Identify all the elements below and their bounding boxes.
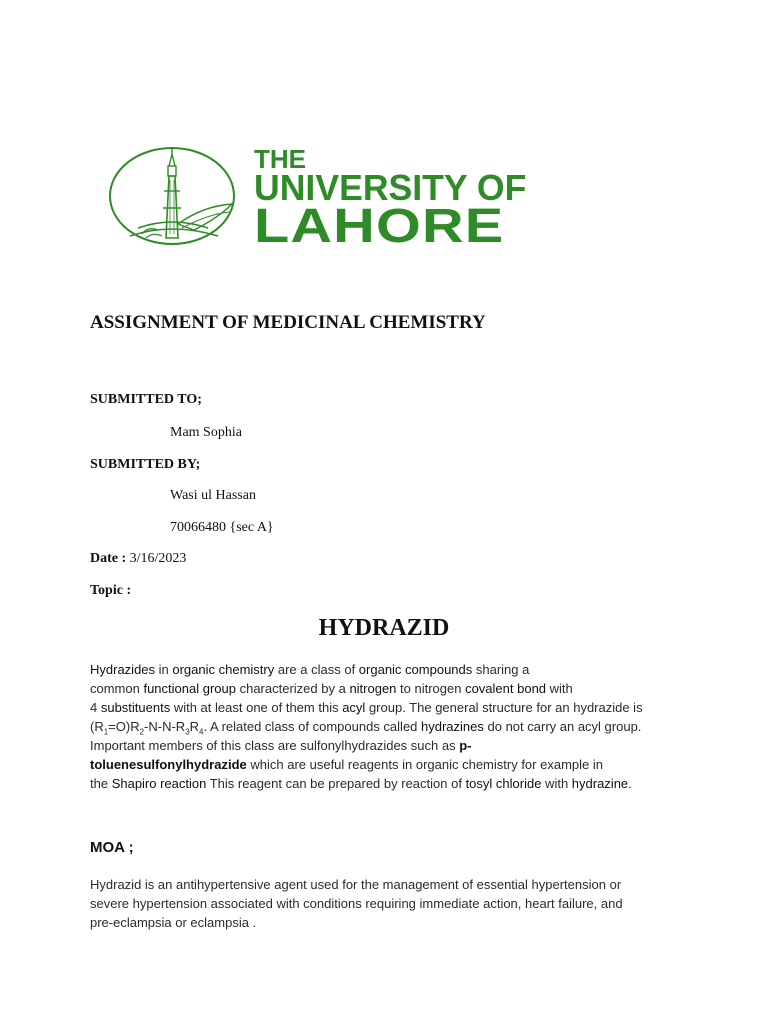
intro-line (90, 698, 690, 717)
subscript: 1 (103, 727, 109, 737)
intro-text: characterized by a (235, 681, 350, 696)
link-substituents[interactable]: substituents (100, 700, 171, 715)
assignment-heading: ASSIGNMENT OF MEDICINAL CHEMISTRY (90, 312, 486, 333)
intro-line (90, 660, 690, 679)
link-covalent-bond[interactable]: covalent bond (465, 681, 547, 696)
link-shapiro-reaction[interactable]: Shapiro reaction (111, 776, 207, 791)
subscript: 2 (139, 727, 145, 737)
date-label: Date : (90, 551, 127, 566)
intro-text: This reagent can be prepared by reaction of (206, 776, 466, 791)
moa-line: Hydrazid is an antihypertensive agent used for the management of essential hypertension or (90, 877, 622, 892)
logo-text-the: THE (254, 144, 306, 174)
bold-term: toluenesulfonylhydrazide (90, 757, 247, 772)
topic-label: Topic : (90, 583, 132, 598)
logo-wordmark (254, 142, 544, 252)
intro-line (90, 736, 690, 755)
intro-line (90, 774, 690, 793)
submitted-to-label: SUBMITTED TO; (90, 392, 202, 407)
intro-text: with (541, 776, 572, 791)
link-hydrazine[interactable]: hydrazine (571, 776, 629, 791)
intro-text: -N-N-R (144, 719, 186, 734)
intro-text: which are useful reagents in organic chemistry for example in (246, 757, 603, 772)
link-tosyl-chloride[interactable]: tosyl chloride (465, 776, 542, 791)
intro-text: sharing a (472, 662, 530, 677)
link-functional-group[interactable]: functional group (143, 681, 236, 696)
link-nitrogen[interactable]: nitrogen (349, 681, 397, 696)
intro-text: with (546, 681, 573, 696)
link-organic-chemistry[interactable]: organic chemistry (172, 662, 275, 677)
date-value: 3/16/2023 (129, 551, 187, 566)
link-acyl[interactable]: acyl (342, 700, 366, 715)
subscript: 4 (199, 727, 204, 737)
moa-line: pre-eclampsia or eclampsia . (90, 915, 257, 930)
intro-line (90, 679, 690, 698)
intro-text: do not carry an acyl group. (483, 719, 642, 734)
link-hydrazides[interactable]: Hydrazides (90, 662, 156, 677)
intro-line (90, 755, 690, 774)
link-organic-compounds[interactable]: organic compounds (358, 662, 473, 677)
university-logo (108, 142, 538, 252)
topic-title: HYDRAZID (318, 615, 450, 641)
intro-text: . (628, 776, 632, 791)
date-row (90, 551, 186, 567)
intro-text: in (155, 662, 173, 677)
intro-paragraph (90, 660, 690, 793)
bold-term: p- (459, 738, 472, 753)
intro-text: are a class of (274, 662, 359, 677)
intro-text: . A related class of compounds called (203, 719, 422, 734)
logo-text-lahore: LAHORE (254, 200, 505, 253)
moa-paragraph (90, 875, 690, 932)
intro-text: R (189, 719, 200, 734)
link-hydrazines[interactable]: hydrazines (421, 719, 484, 734)
intro-text: 4 (90, 700, 101, 715)
logo-text-university-of: UNIVERSITY OF (254, 167, 527, 208)
subscript: 3 (185, 727, 190, 737)
student-name: Wasi ul Hassan (170, 488, 256, 503)
intro-text: group. The general structure for an hydrazide is (365, 700, 643, 715)
student-id: 70066480 {sec A} (170, 520, 274, 535)
submitted-to-value: Mam Sophia (170, 425, 242, 440)
submitted-by-label: SUBMITTED BY; (90, 457, 201, 472)
minar-e-pakistan-emblem-icon (108, 146, 238, 246)
intro-text: (R (90, 719, 104, 734)
intro-text: common (90, 681, 144, 696)
intro-text: with at least one of them this (170, 700, 343, 715)
intro-text: Important members of this class are sulfonylhydrazides such as (90, 738, 460, 753)
intro-text: =O)R (108, 719, 140, 734)
intro-text: to nitrogen (396, 681, 466, 696)
intro-line (90, 717, 690, 736)
moa-heading: MOA ; (90, 839, 134, 856)
intro-text: the (90, 776, 112, 791)
moa-line: severe hypertension associated with conditions requiring immediate action, heart failure, and (90, 896, 623, 911)
